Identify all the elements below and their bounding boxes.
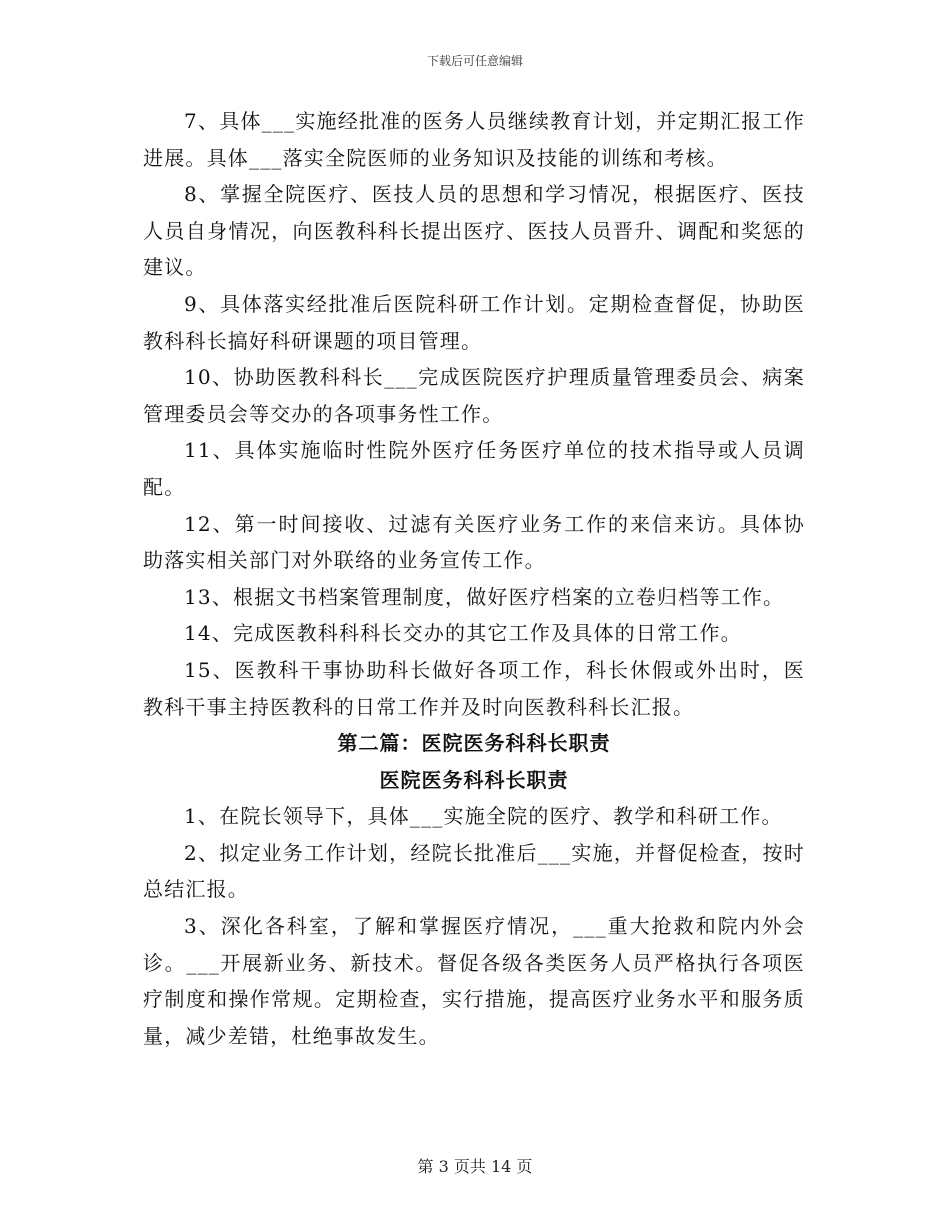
paragraph-duty-2: 2、拟定业务工作计划，经院长批准后___实施，并督促检查，按时总结汇报。 bbox=[143, 840, 805, 902]
page-number: 第 3 页共 14 页 bbox=[417, 1157, 533, 1176]
section-subtitle: 医院医务科科长职责 bbox=[379, 767, 569, 792]
page-header: 下载后可任意编辑 bbox=[426, 54, 523, 68]
paragraph-item-9: 9、具体落实经批准后医院科研工作计划。定期检查督促，协助医教科科长搞好科研课题的项目管理。 bbox=[143, 291, 805, 353]
paragraph-item-13: 13、根据文书档案管理制度，做好医疗档案的立卷归档等工作。 bbox=[184, 584, 785, 609]
paragraph-item-7: 7、具体___实施经批准的医务人员继续教育计划，并定期汇报工作进展。具体___落实全院医师的业务知识及技能的训练和考核。 bbox=[143, 109, 805, 170]
section-title: 第二篇：医院医务科科长职责 bbox=[337, 731, 611, 756]
paragraph-item-12: 12、第一时间接收、过滤有关医疗业务工作的来信来访。具体协助落实相关部门对外联络的业务宣传工作。 bbox=[143, 511, 805, 573]
paragraph-item-11: 11、具体实施临时性院外医疗任务医疗单位的技术指导或人员调配。 bbox=[143, 438, 805, 499]
paragraph-item-15: 15、医教科干事协助科长做好各项工作，科长休假或外出时，医教科干事主持医教科的日常工作并及时向医教科科长汇报。 bbox=[143, 657, 805, 719]
paragraph-item-14: 14、完成医教科科科长交办的其它工作及具体的日常工作。 bbox=[184, 621, 742, 646]
paragraph-duty-3: 3、深化各科室，了解和掌握医疗情况，___重大抢救和院内外会诊。___开展新业务、新技术。督促各级各类医务人员严格执行各项医疗制度和操作常规。定期检查，实行措施，提高医疗业务水平和服务质量，减少差错，杜绝事故发生。 bbox=[143, 914, 805, 1048]
paragraph-item-8: 8、掌握全院医疗、医技人员的思想和学习情况，根据医疗、医技人员自身情况，向医教科科长提出医疗、医技人员晋升、调配和奖惩的建议。 bbox=[143, 182, 805, 280]
paragraph-duty-1: 1、在院长领导下，具体___实施全院的医疗、教学和科研工作。 bbox=[184, 804, 783, 829]
paragraph-item-10: 10、协助医教科科长___完成医院医疗护理质量管理委员会、病案管理委员会等交办的各项事务性工作。 bbox=[143, 365, 805, 426]
document-body bbox=[143, 103, 805, 1054]
